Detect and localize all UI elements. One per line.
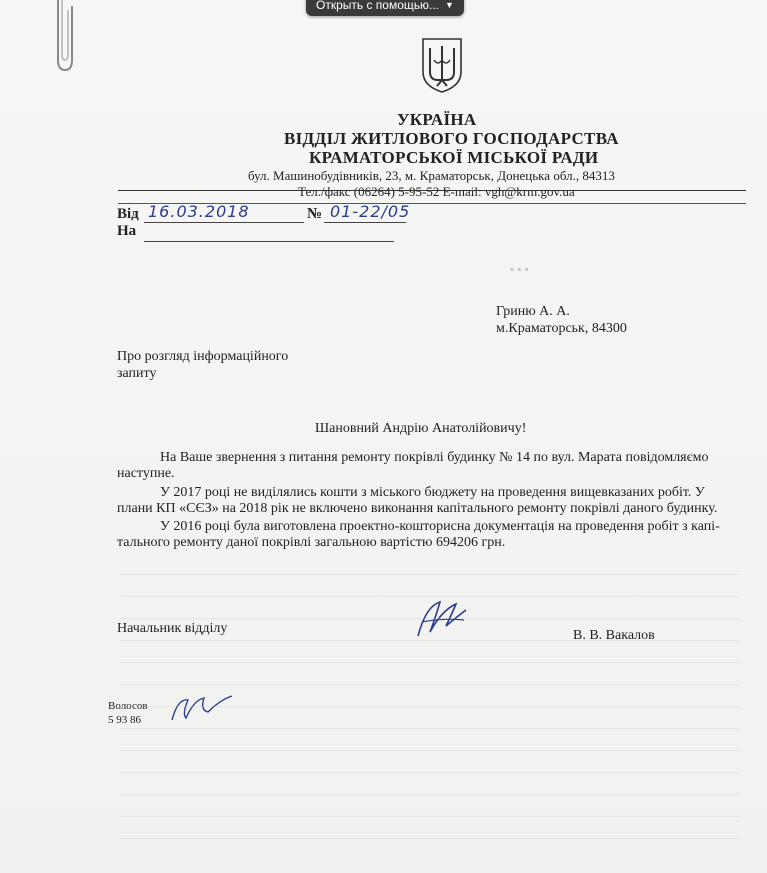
open-with-label: Открыть с помощью... <box>316 0 440 12</box>
from-label: Від <box>117 206 139 222</box>
paragraph2-line1: У 2017 році не виділялись кошти з міського бюджету на проведення вищевказаних робіт. У <box>160 485 705 500</box>
to-label: На <box>117 223 137 239</box>
paragraph3-line1: У 2016 році була виготовлена проектно-кошторисна документація на проведення робіт з капі- <box>160 519 720 534</box>
department-title-line1: ВІДДІЛ ЖИТЛОВОГО ГОСПОДАРСТВА <box>284 129 619 148</box>
bleedthrough-block <box>120 560 740 860</box>
department-title-line2: КРАМАТОРСЬКОЇ МІСЬКОЇ РАДИ <box>309 148 599 167</box>
paragraph1-line1: На Ваше звернення з питання ремонту покрівлі будинку № 14 по вул. Марата повідомляємо <box>160 450 709 465</box>
open-with-button[interactable] <box>306 0 464 16</box>
salutation: Шановний Андрію Анатолійовичу! <box>315 421 527 436</box>
paragraph3-line2: тального ремонту даної покрівлі загальною вартістю 694206 грн. <box>117 535 506 550</box>
country-title: УКРАЇНА <box>397 110 477 129</box>
trident-emblem-icon <box>420 36 464 94</box>
recipient-name: Гриню А. А. <box>496 304 570 319</box>
chevron-down-icon: ▼ <box>445 0 454 10</box>
to-line <box>144 241 394 242</box>
executor-name: Волосов <box>108 700 148 712</box>
number-label: № <box>307 206 323 222</box>
department-contacts: Тел./факс (06264) 5-95-52 E-mail: vgh@krm.gov.ua <box>298 184 575 199</box>
executor-phone: 5 93 86 <box>108 714 141 726</box>
signatory-name: В. В. Вакалов <box>573 628 655 643</box>
paragraph2-line2: плани КП «СЄЗ» на 2018 рік не включено виконання капітального ремонту покрівлі даного будинку. <box>117 501 718 516</box>
department-address: бул. Машинобудівників, 23, м. Краматорськ, Донецька обл., 84313 <box>248 168 615 183</box>
paragraph1-line2: наступне. <box>117 466 175 481</box>
subject-line2: запиту <box>117 366 157 381</box>
subject-line1: Про розгляд інформаційного <box>117 349 289 364</box>
number-handwritten: 01-22/05 <box>330 202 411 221</box>
recipient-address: м.Краматорськ, 84300 <box>496 321 627 336</box>
signatory-position: Начальник відділу <box>117 621 228 636</box>
from-date-handwritten: 16.03.2018 <box>148 202 250 221</box>
header-divider-top <box>118 190 746 191</box>
paper-clip-icon <box>52 0 78 72</box>
from-date-line <box>144 222 304 223</box>
bleedthrough-text: ▪ ▪ ▪ <box>510 262 529 276</box>
number-line <box>324 222 406 223</box>
